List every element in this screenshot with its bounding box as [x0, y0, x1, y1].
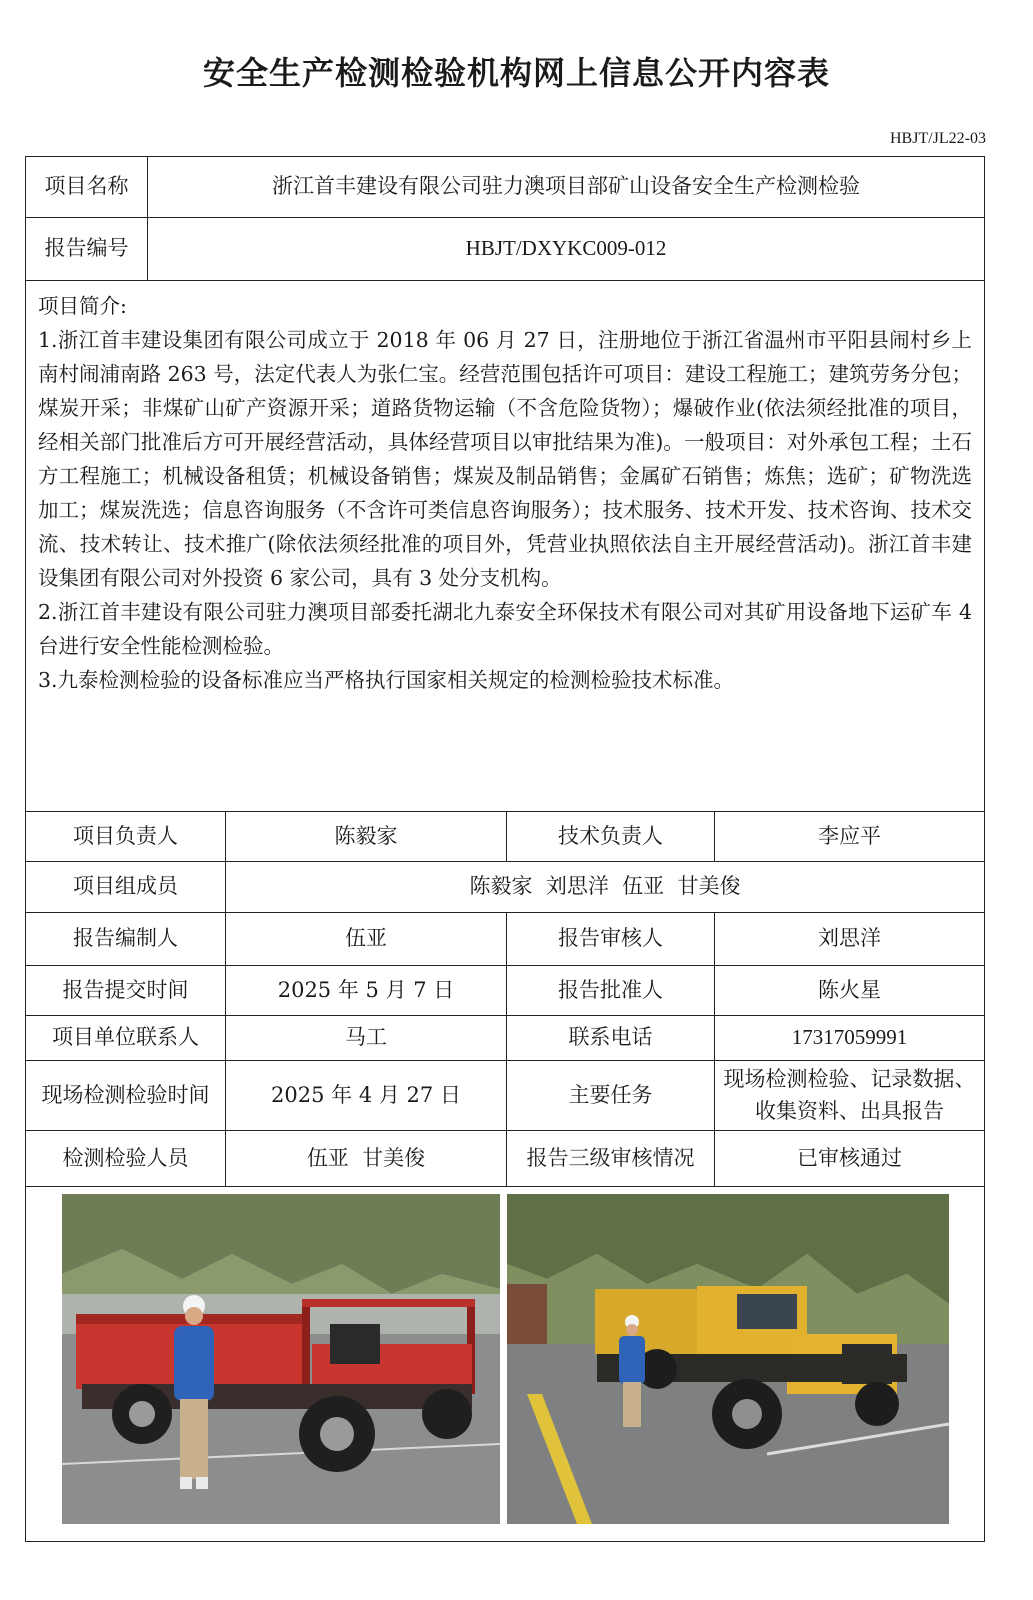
approver-value: 陈火星	[818, 977, 881, 1002]
contact-row	[26, 1016, 984, 1061]
tech-value: 李应平	[818, 823, 881, 848]
inspectors-label: 检测检验人员	[26, 1131, 226, 1186]
task-label: 主要任务	[507, 1061, 715, 1130]
reviewer-value: 刘思洋	[818, 926, 881, 951]
red-truck-photo	[62, 1194, 500, 1524]
info-table	[25, 156, 985, 1542]
intro-paragraph-2: 2.浙江首丰建设有限公司驻力澳项目部委托湖北九泰安全环保技术有限公司对其矿用设备地下运矿车 4 台进行安全性能检测检验。	[38, 600, 972, 658]
project-intro	[26, 281, 984, 812]
intro-heading: 项目简介:	[38, 294, 127, 318]
leader-value: 陈毅家	[226, 812, 507, 861]
members-label: 项目组成员	[26, 862, 226, 912]
onsite-row	[26, 1061, 984, 1131]
report-no-label: 报告编号	[26, 218, 148, 280]
task-value: 现场检测检验、记录数据、收集资料、出具报告	[723, 1067, 976, 1123]
project-name-label: 项目名称	[26, 157, 148, 217]
submit-label: 报告提交时间	[26, 966, 226, 1015]
project-name-row	[26, 157, 984, 218]
onsite-label: 现场检测检验时间	[26, 1061, 226, 1130]
audit-label: 报告三级审核情况	[507, 1131, 715, 1186]
audit-value: 已审核通过	[797, 1145, 902, 1170]
onsite-value: 2025 年 4 月 27 日	[226, 1061, 507, 1130]
submit-row	[26, 966, 984, 1016]
tech-label: 技术负责人	[507, 812, 715, 861]
report-no-value: HBJT/DXYKC009-012	[465, 236, 667, 261]
inspectors-value: 伍亚 甘美俊	[226, 1131, 507, 1186]
inspectors-row	[26, 1131, 984, 1187]
page-title: 安全生产检测检验机构网上信息公开内容表	[202, 54, 830, 92]
form-code: HBJT/JL22-03	[890, 130, 986, 147]
reviewer-label: 报告审核人	[507, 913, 715, 965]
phone-label: 联系电话	[507, 1016, 715, 1060]
members-value: 陈毅家 刘思洋 伍亚 甘美俊	[469, 874, 741, 899]
report-no-row	[26, 218, 984, 281]
submit-value: 2025 年 5 月 7 日	[226, 966, 507, 1015]
project-name-value: 浙江首丰建设有限公司驻力澳项目部矿山设备安全生产检测检验	[272, 174, 860, 199]
leader-label: 项目负责人	[26, 812, 226, 861]
red-truck-illustration	[62, 1194, 500, 1524]
intro-paragraph-3: 3.九泰检测检验的设备标准应当严格执行国家相关规定的检测检验技术标准。	[38, 668, 735, 692]
author-value: 伍亚	[226, 913, 507, 965]
yellow-truck-photo	[507, 1194, 949, 1524]
yellow-truck-illustration	[507, 1194, 949, 1524]
author-label: 报告编制人	[26, 913, 226, 965]
contact-value: 马工	[226, 1016, 507, 1060]
members-row	[26, 862, 984, 913]
approver-label: 报告批准人	[507, 966, 715, 1015]
leader-row	[26, 812, 984, 862]
author-row	[26, 913, 984, 966]
phone-value: 17317059991	[791, 1025, 908, 1050]
contact-label: 项目单位联系人	[26, 1016, 226, 1060]
intro-paragraph-1: 1.浙江首丰建设集团有限公司成立于 2018 年 06 月 27 日，注册地位于浙江省温州市平阳县闹村乡上南村闹浦南路 263 号，法定代表人为张仁宝。经营范围包括许可项目：建设工程施工；建筑劳务分包；煤炭开采；非煤矿山矿产资源开采；道路货物运输（不含危险货物）；爆破作业(依法须经批准的项目，经相关部门批准后方可开展经营活动，具体经营项目以审批结果为准)。一般项目：对外承包工程；土石方工程施工；机械设备租赁；机械设备销售；煤炭及制品销售；金属矿石销售；炼焦；选矿；矿物洗选加工；煤炭洗选；信息咨询服务（不含许可类信息咨询服务）；技术服务、技术开发、技术咨询、技术交流、技术转让、技术推广(除依法须经批准的项目外，凭营业执照依法自主开展经营活动)。浙江首丰建设集团有限公司对外投资 6 家公司，具有 3 处分支机构。	[38, 328, 972, 590]
